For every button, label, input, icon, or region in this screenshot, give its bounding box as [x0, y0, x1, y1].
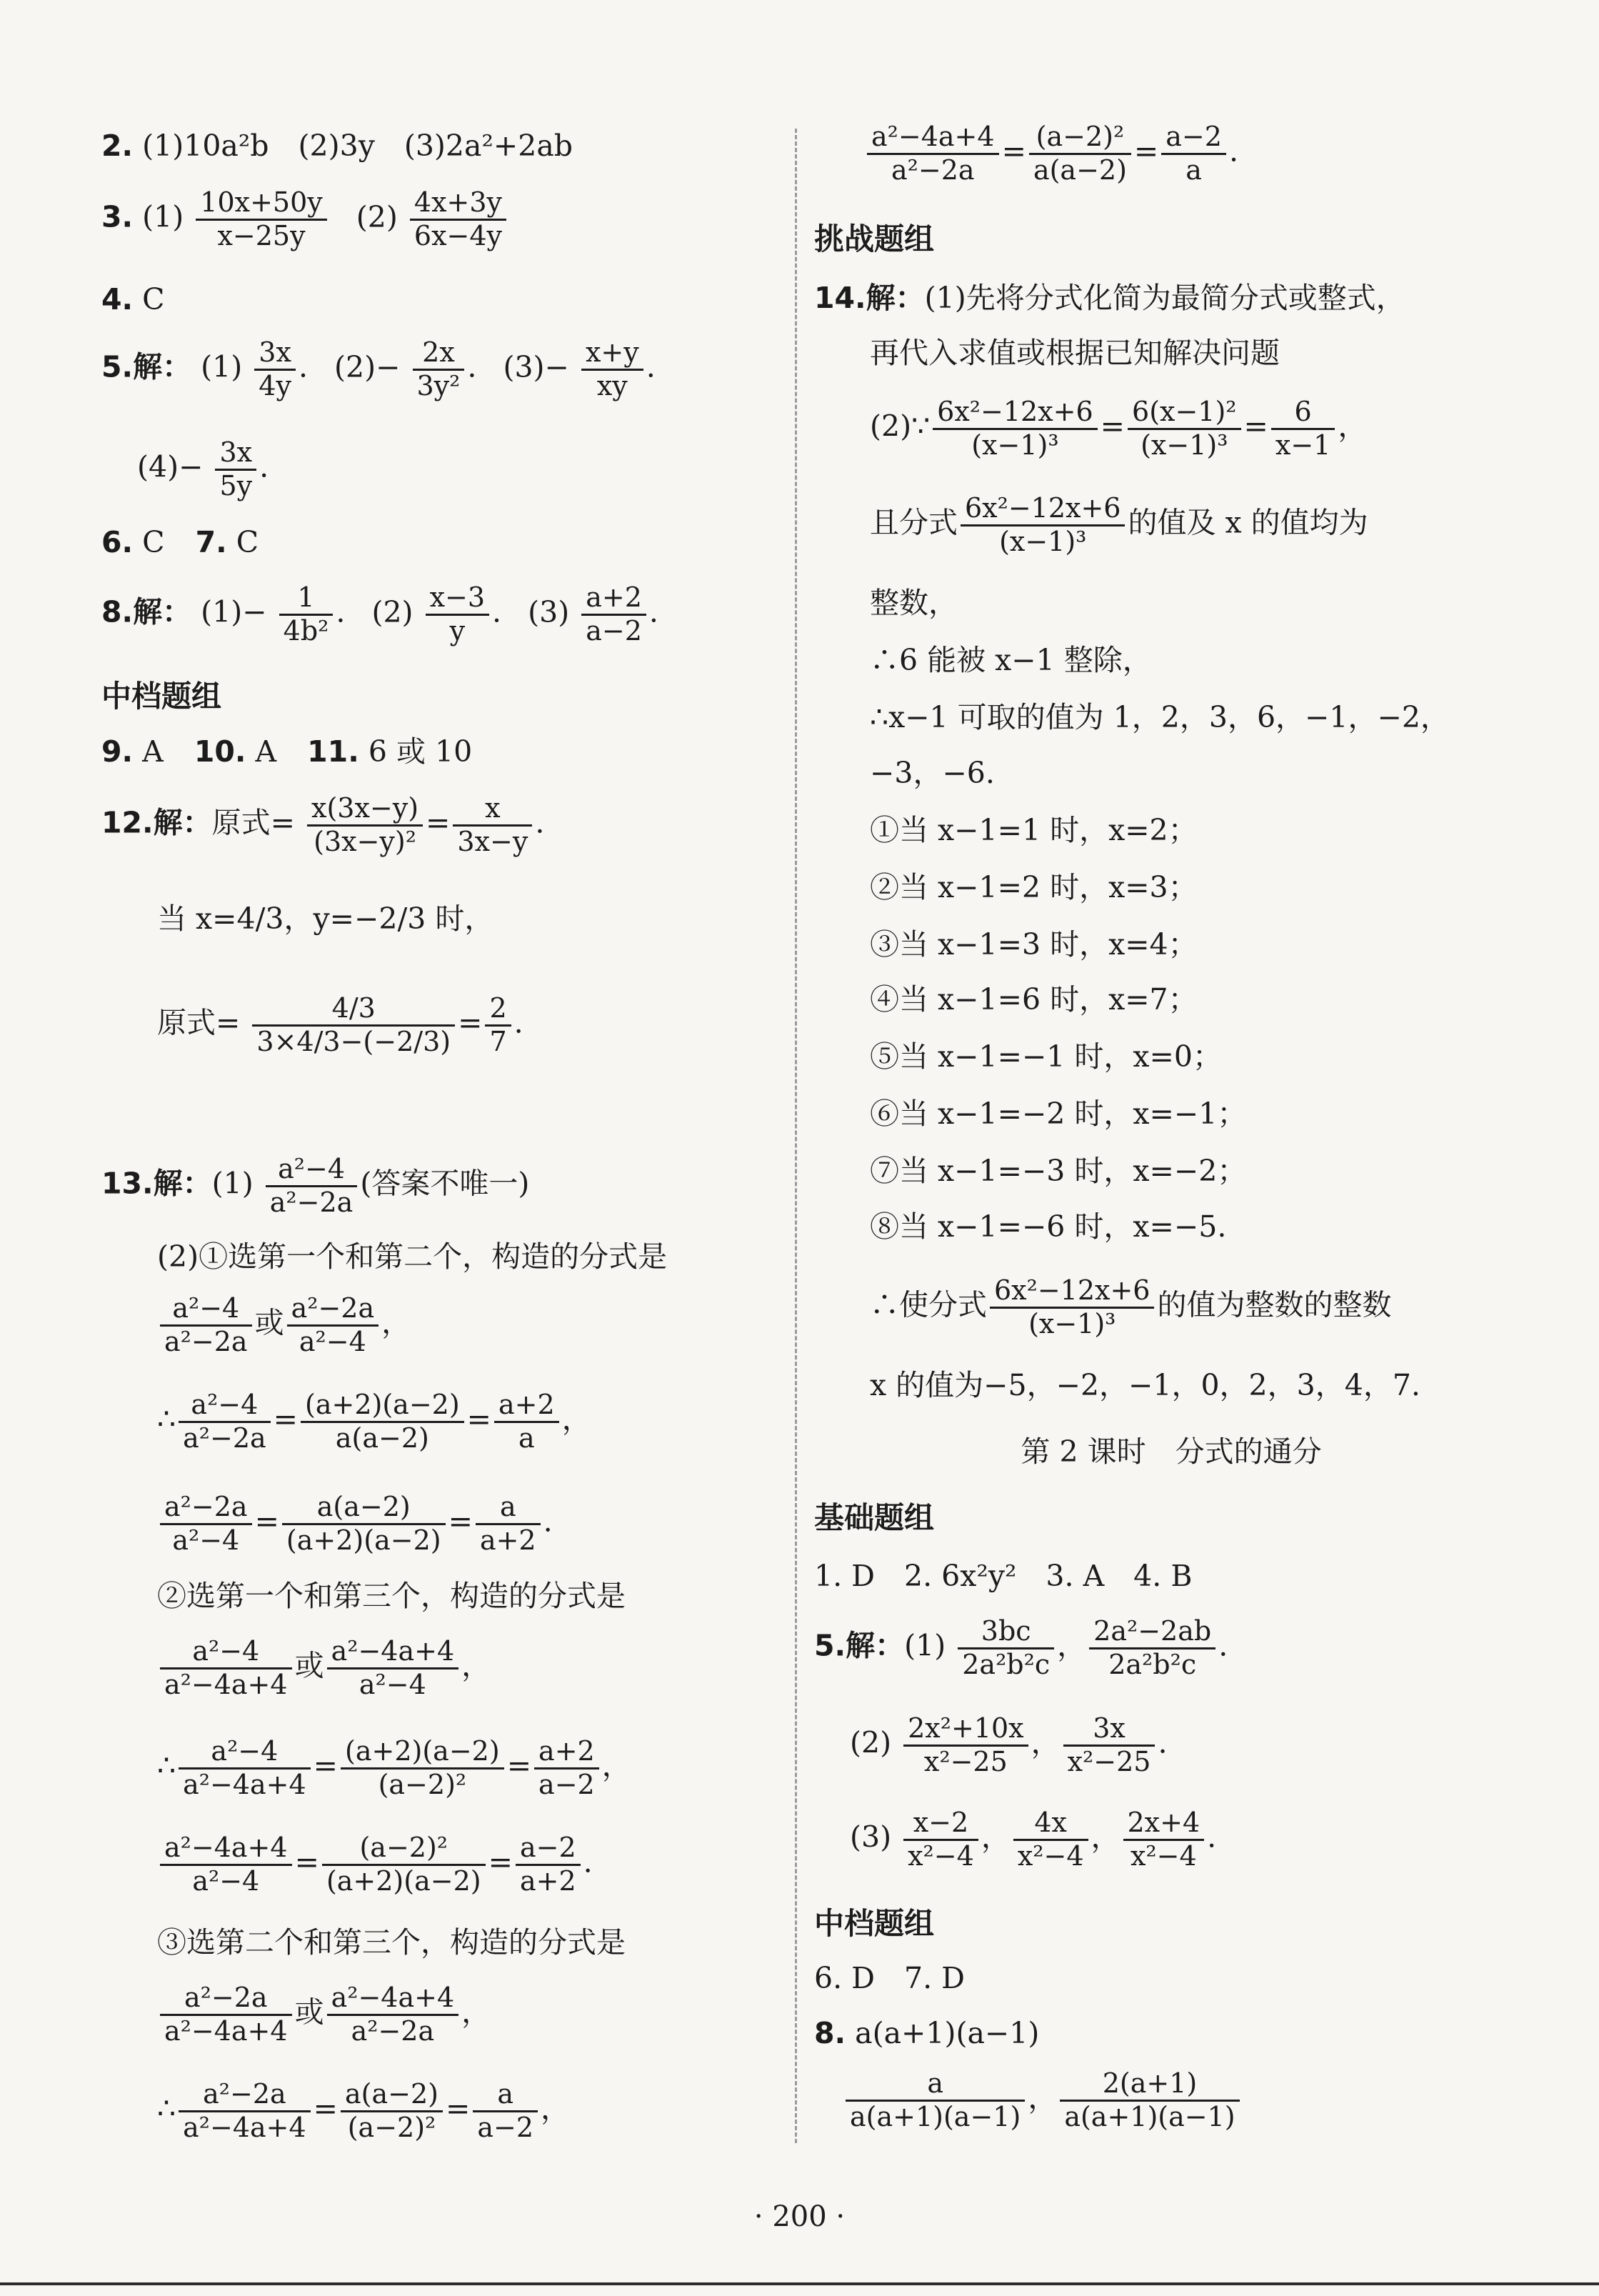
- fraction: [903, 1807, 978, 1872]
- numerator: a+2: [581, 582, 646, 616]
- answer-text: 且分式: [870, 505, 958, 540]
- answer-2: [101, 129, 573, 164]
- fraction: [846, 2068, 1025, 2132]
- part-label: (1): [142, 199, 184, 234]
- fraction: [1123, 1807, 1205, 1872]
- case-item: ⑧当 x−1=−6 时，x=−5.: [870, 1209, 1227, 1244]
- denominator: (a−2)²: [347, 2111, 436, 2143]
- answer-14-line-6: ∴x−1 可取的值为 1，2，3，6，−1，−2，: [870, 700, 1450, 734]
- numerator: 6x²−12x+6: [990, 1275, 1154, 1309]
- answer-13: [101, 1154, 529, 1218]
- fraction: [961, 493, 1125, 557]
- numerator: x: [453, 793, 532, 827]
- question-number: 5.: [814, 1628, 846, 1663]
- answer-3: [101, 187, 509, 251]
- denominator: a²−4: [192, 1865, 260, 1897]
- fraction: [453, 793, 532, 857]
- fraction: [1128, 396, 1241, 461]
- case-item: ⑤当 x−1=−1 时，x=0；: [870, 1039, 1222, 1074]
- fraction: [266, 1154, 358, 1218]
- fraction: [426, 582, 489, 647]
- numerator: 4x: [1013, 1807, 1088, 1841]
- fraction: [1063, 1713, 1156, 1777]
- denominator: x−1: [1275, 429, 1331, 461]
- numerator: (a−2)²: [1029, 121, 1131, 155]
- fraction: [327, 1636, 459, 1700]
- numerator: 3x: [1063, 1713, 1156, 1747]
- part-label: (2): [850, 1725, 892, 1760]
- part-label: (3)−: [503, 349, 569, 384]
- fraction: [279, 582, 334, 647]
- case-item: ④当 x−1=6 时，x=7；: [870, 982, 1198, 1017]
- answer-14-line-3: [870, 493, 1368, 557]
- denominator: x²−25: [1067, 1745, 1151, 1777]
- answer-text: (1)10a²b (2)3y (3)2a²+2ab: [142, 129, 573, 163]
- denominator: (x−1)³: [1028, 1307, 1116, 1339]
- denominator: a²−4a+4: [183, 1768, 306, 1800]
- denominator: y: [449, 614, 466, 647]
- fraction: [179, 2079, 311, 2143]
- answer-8b-fractions: $\frac{a}{a(a+1)(a-1)}$ ， $\frac{2(a+1)}{a(a+1)(a-1)}$: [843, 2068, 1243, 2132]
- numerator: a²−4a+4: [867, 121, 999, 155]
- answer-text: 的值及 x 的值均为: [1128, 505, 1368, 540]
- answer-14-part-2: (2)∵ $\frac{\text{6x²−12x+6}}{\text{(x−1)³}}$ = $\frac{\text{6(x−1)²}}{\text{(x−1)³}}$ = $\frac{6}{x-1}$ ，: [870, 396, 1368, 461]
- answer-14-line-5: ∴6 能被 x−1 整除，: [870, 643, 1152, 677]
- question-number: 13.: [101, 1166, 154, 1201]
- answer-5-part-4: (4)− $\frac{3x}{5y}$ .: [137, 436, 269, 501]
- numerator: (a+2)(a−2): [301, 1389, 464, 1423]
- fraction: [160, 1982, 292, 2047]
- denominator: a²−4: [299, 1325, 366, 1357]
- fraction: [413, 337, 465, 401]
- solution-lead: 解：: [133, 349, 192, 384]
- denominator: a²−2a: [183, 1422, 266, 1454]
- denominator: 3×4/3−(−2/3): [256, 1025, 451, 1057]
- denominator: (x−1)³: [999, 525, 1087, 557]
- answer-12: 12.解：原式= $\frac{x(3x-y)}{\text{(3x−y)²}}$ = $\frac{x}{3x-y}$ .: [101, 792, 545, 857]
- denominator: x²−25: [923, 1745, 1008, 1777]
- fraction: [196, 187, 326, 251]
- numerator: a(a−2): [282, 1492, 446, 1525]
- fraction: [282, 1492, 446, 1556]
- numerator: 6: [1271, 396, 1335, 430]
- conjunction: 或: [294, 1648, 324, 1683]
- numerator: a²−2a: [160, 1982, 292, 2016]
- answer-4: [101, 282, 165, 317]
- question-number: 9.: [101, 734, 134, 769]
- answer-13-step-2-calc-a: ∴ $\frac{\text{a²−4}}{\text{a²−4a+4}}$ = $\frac{(a+2)(a-2)}{\text{(a−2)²}}$ = $\frac{a+2}{a-2}$ ，: [157, 1735, 631, 1800]
- answer-text: C: [142, 525, 165, 559]
- question-number: 2.: [101, 129, 134, 163]
- solution-lead: 解：: [153, 1166, 212, 1201]
- solution-lead: 解：: [846, 1628, 905, 1663]
- answer-14-line-4: 整数，: [870, 586, 958, 620]
- answer-8b: [814, 2016, 1039, 2051]
- answer-13-step-2: ②选第一个和第三个，构造的分式是: [157, 1579, 626, 1613]
- case-item: ⑥当 x−1=−2 时，x=−1；: [870, 1097, 1247, 1131]
- question-number: 3.: [101, 199, 134, 234]
- denominator: xy: [596, 369, 628, 401]
- numerator: a: [846, 2068, 1025, 2102]
- fraction: [327, 1982, 459, 2047]
- solution-lead: 解：: [866, 281, 925, 315]
- numerator: a+2: [494, 1389, 559, 1423]
- column-divider: [795, 129, 797, 2143]
- numerator: 2x²+10x: [903, 1713, 1028, 1747]
- denominator: a²−4: [172, 1524, 240, 1556]
- answer-8: 8.解： (1)− $\frac{1}{\text{4b²}}$ . (2) $\frac{x-3}{y}$ . (3) $\frac{a+2}{a-2}$ .: [101, 582, 658, 647]
- fraction: [867, 121, 999, 186]
- part-label: (1): [904, 1628, 946, 1663]
- numerator: a²−2a: [287, 1293, 379, 1327]
- answer-6-7: [101, 525, 259, 560]
- expr-text: 原式=: [157, 1005, 241, 1040]
- denominator: 5y: [219, 469, 253, 501]
- denominator: a: [1186, 154, 1202, 186]
- answer-12-condition: 当 x=4/3，y=−2/3 时，: [157, 902, 494, 936]
- fraction: [307, 793, 423, 857]
- fraction: [476, 1492, 541, 1556]
- denominator: a(a+1)(a−1): [1064, 2100, 1235, 2132]
- fraction: [958, 1616, 1054, 1680]
- bottom-rule: [0, 2282, 1599, 2285]
- denominator: a²−2a: [269, 1186, 354, 1218]
- answer-13-step-2-calc-b: $\frac{\text{a²−4a+4}}{\text{a²−4}}$ = $\frac{\text{(a−2)²}}{(a+2)(a-2)}$ = $\frac{a-2}{a+2}$ .: [157, 1832, 593, 1897]
- denominator: 4b²: [283, 614, 329, 647]
- fraction: [1060, 2068, 1239, 2132]
- part-label: (1): [201, 349, 243, 384]
- fraction: [179, 1389, 271, 1454]
- numerator: a²−4a+4: [327, 1636, 459, 1669]
- fraction: [581, 337, 643, 401]
- answer-text: (1)先将分式化简为最简分式或整式，: [924, 281, 1405, 315]
- fraction: [410, 187, 506, 251]
- part-label: (3): [528, 594, 570, 629]
- numerator: a²−4a+4: [327, 1982, 459, 2016]
- fraction: [160, 1492, 252, 1556]
- answer-text: 6 或 10: [368, 734, 473, 769]
- denominator: a(a−2): [335, 1422, 429, 1454]
- answer-text: a(a+1)(a−1): [855, 2016, 1040, 2050]
- solution-lead: 解：: [153, 805, 212, 840]
- fraction: [473, 2079, 538, 2143]
- numerator: 3bc: [958, 1616, 1054, 1649]
- denominator: (a+2)(a−2): [286, 1524, 441, 1556]
- numerator: 2x+4: [1123, 1807, 1205, 1841]
- denominator: (x−1)³: [1141, 429, 1228, 461]
- denominator: a(a+1)(a−1): [850, 2100, 1021, 2132]
- note: (答案不唯一): [360, 1166, 530, 1201]
- fraction: [1161, 121, 1226, 186]
- denominator: a²−4a+4: [164, 2015, 288, 2047]
- denominator: 2a²b²c: [962, 1648, 1051, 1680]
- fraction: [933, 396, 1097, 461]
- answer-5b-part-3: (3) $\frac{x-2}{\text{x²−4}}$ ， $\frac{4x}{\text{x²−4}}$ ， $\frac{2x+4}{\text{x²−4}}$ .: [850, 1807, 1217, 1872]
- fraction: [160, 1832, 292, 1897]
- denominator: a: [518, 1422, 535, 1454]
- numerator: a²−4: [266, 1154, 358, 1187]
- question-number: 8.: [101, 594, 134, 629]
- question-number: 14.: [814, 281, 866, 315]
- numerator: x−2: [903, 1807, 978, 1841]
- denominator: a²−2a: [891, 154, 975, 186]
- numerator: a²−2a: [179, 2079, 311, 2112]
- numerator: a²−4: [160, 1636, 292, 1669]
- denominator: a−2: [538, 1768, 595, 1800]
- lesson-title: 第 2 课时 分式的通分: [1021, 1434, 1322, 1469]
- equals: =: [426, 805, 451, 840]
- numerator: a²−4: [179, 1736, 311, 1770]
- page-number: · 200 ·: [753, 2200, 846, 2233]
- denominator: a−2: [477, 2111, 534, 2143]
- numerator: a²−4a+4: [160, 1832, 292, 1866]
- numerator: a²−4: [160, 1293, 252, 1327]
- answer-14-line-2: 再代入求值或根据已知解决问题: [870, 336, 1280, 370]
- denominator: a²−4: [359, 1668, 426, 1700]
- case-item: ③当 x−1=3 时，x=4；: [870, 927, 1198, 962]
- answer-14-conclusion-2: x 的值为−5，−2，−1，0，2，3，4，7.: [870, 1368, 1420, 1402]
- numerator: a+2: [534, 1736, 599, 1770]
- denominator: a+2: [479, 1524, 536, 1556]
- denominator: 7: [489, 1025, 507, 1057]
- denominator: (x−1)³: [971, 429, 1059, 461]
- answers-6-7: 6. D 7. D: [814, 1961, 966, 1995]
- fraction: [1013, 1807, 1088, 1872]
- question-number: 10.: [194, 734, 246, 769]
- case-item: ⑦当 x−1=−3 时，x=−2；: [870, 1154, 1247, 1188]
- numerator: 4x+3y: [410, 187, 506, 221]
- fraction: [903, 1713, 1028, 1777]
- numerator: 4/3: [252, 993, 455, 1027]
- denominator: 6x−4y: [413, 219, 502, 251]
- fraction: [160, 1293, 252, 1357]
- answer-13-step-3-calc-b: $\frac{\text{a²−4a+4}}{\text{a²−2a}}$ = $\frac{\text{(a−2)²}}{a(a-2)}$ = $\frac{a-2}{a}$ .: [864, 121, 1238, 186]
- numerator: a(a−2): [341, 2079, 443, 2112]
- denominator: x−25y: [217, 219, 306, 251]
- fraction: [215, 437, 256, 501]
- part-label: (2): [371, 594, 413, 629]
- denominator: x²−4: [1130, 1840, 1197, 1872]
- question-number: 8.: [814, 2016, 846, 2050]
- numerator: 3x: [254, 337, 296, 371]
- fraction: [341, 1736, 504, 1800]
- answer-14-conclusion: [870, 1275, 1391, 1339]
- part-label: (2)∵: [870, 409, 931, 444]
- numerator: 6x²−12x+6: [961, 493, 1125, 526]
- fraction: [322, 1832, 486, 1897]
- numerator: 1: [279, 582, 334, 616]
- part-label: (3): [850, 1820, 892, 1855]
- denominator: (a+2)(a−2): [326, 1865, 481, 1897]
- numerator: 2a²−2ab: [1089, 1616, 1215, 1649]
- answer-13-step-3: ③选第二个和第三个，构造的分式是: [157, 1925, 626, 1960]
- fraction: [179, 1736, 311, 1800]
- denominator: a²−2a: [164, 1325, 248, 1357]
- answer-13-step-1-fractions: $\frac{\text{a²−4}}{\text{a²−2a}}$ 或 $\frac{\text{a²−2a}}{\text{a²−4}}$ ，: [157, 1293, 411, 1357]
- denominator: a+2: [519, 1865, 576, 1897]
- fraction: [990, 1275, 1154, 1339]
- denominator: (a−2)²: [378, 1768, 467, 1800]
- section-heading-challenge: 挑战题组: [814, 221, 935, 256]
- denominator: (3x−y)²: [314, 825, 416, 857]
- fraction: [516, 1832, 581, 1897]
- denominator: a²−4a+4: [183, 2111, 306, 2143]
- answer-5b: 5.解：(1) $\frac{3bc}{\text{2a²b²c}}$ ， $\frac{\text{2a²−2ab}}{\text{2a²b²c}}$ .: [814, 1615, 1228, 1680]
- answer-13-step-3-fractions: $\frac{\text{a²−2a}}{\text{a²−4a+4}}$ 或 $\frac{\text{a²−4a+4}}{\text{a²−2a}}$ ，: [157, 1982, 491, 2047]
- answer-14-line-7: −3，−6.: [870, 756, 995, 790]
- expr-text: 原式=: [211, 805, 295, 840]
- answer-14: [814, 281, 1405, 316]
- numerator: 2: [485, 993, 511, 1027]
- answer-12-result: 原式= $\frac{4/3}{3\times 4/3-(-2/3)}$ = $\frac{2}{7}$ .: [157, 992, 523, 1057]
- part-label: (2): [356, 199, 398, 234]
- fraction: [1089, 1616, 1215, 1680]
- numerator: 10x+50y: [196, 187, 326, 221]
- numerator: a²−4: [179, 1389, 271, 1423]
- answer-text: C: [236, 525, 259, 559]
- part-label: (1)−: [201, 594, 267, 629]
- answer-13-step-1-calc-a: ∴ $\frac{\text{a²−4}}{\text{a²−2a}}$ = $\frac{(a+2)(a-2)}{a(a-2)}$ = $\frac{a+2}{a}$ ，: [157, 1389, 591, 1454]
- fraction: [301, 1389, 464, 1454]
- section-heading-mid: 中档题组: [101, 679, 222, 714]
- denominator: 3y²: [416, 369, 461, 401]
- answer-13-step-1: (2)①选第一个和第二个，构造的分式是: [157, 1239, 668, 1274]
- question-number: 4.: [101, 282, 134, 316]
- question-number: 12.: [101, 805, 154, 840]
- answer-text: ∴使分式: [870, 1287, 987, 1322]
- answer-text: 的值为整数的整数: [1157, 1287, 1392, 1322]
- case-item: ②当 x−1=2 时，x=3；: [870, 870, 1198, 904]
- fraction: [254, 337, 296, 401]
- denominator: a²−2a: [351, 2015, 435, 2047]
- numerator: a: [476, 1492, 541, 1525]
- question-number: 11.: [307, 734, 359, 769]
- conjunction: 或: [294, 1995, 324, 2030]
- equals: =: [458, 1005, 483, 1040]
- numerator: 2x: [413, 337, 465, 371]
- numerator: x+y: [581, 337, 643, 371]
- fraction: [534, 1736, 599, 1800]
- fraction: [494, 1389, 559, 1454]
- numerator: x−3: [426, 582, 489, 616]
- numerator: 2(a+1): [1060, 2068, 1239, 2102]
- answers-1-4: 1. D 2. 6x²y² 3. A 4. B: [814, 1559, 1193, 1593]
- question-number: 6.: [101, 525, 134, 559]
- numerator: (a+2)(a−2): [341, 1736, 504, 1770]
- denominator: a−2: [586, 614, 642, 647]
- answer-text: C: [142, 282, 165, 316]
- numerator: 6x²−12x+6: [933, 396, 1097, 430]
- question-number: 7.: [195, 525, 227, 559]
- conjunction: 或: [254, 1305, 284, 1340]
- fraction: [485, 993, 511, 1057]
- fraction: [581, 582, 646, 647]
- question-number: 5.: [101, 349, 134, 384]
- denominator: x²−4: [1017, 1840, 1084, 1872]
- answer-13-step-1-calc-b: $\frac{\text{a²−2a}}{\text{a²−4}}$ = $\frac{a(a-2)}{(a+2)(a-2)}$ = $\frac{a}{a+2}$ .: [157, 1492, 553, 1556]
- numerator: (a−2)²: [322, 1832, 486, 1866]
- numerator: 3x: [215, 437, 256, 471]
- denominator: 2a²b²c: [1108, 1648, 1197, 1680]
- answer-13-step-3-calc: ∴ $\frac{\text{a²−2a}}{\text{a²−4a+4}}$ = $\frac{a(a-2)}{\text{(a−2)²}}$ = $\frac{a}{a-2}$ ，: [157, 2078, 571, 2143]
- section-heading-basic: 基础题组: [814, 1500, 935, 1535]
- denominator: a(a−2): [1033, 154, 1127, 186]
- answer-5: 5.解： (1) $\frac{3x}{4y}$ . (2)− $\frac{2x}{\text{3y²}}$ . (3)− $\frac{x+y}{xy}$ .: [101, 336, 656, 401]
- solution-lead: 解：: [133, 594, 192, 629]
- part-label: (2)−: [334, 349, 401, 384]
- part-label: (1): [211, 1166, 254, 1201]
- fraction: [287, 1293, 379, 1357]
- denominator: x²−4: [908, 1840, 974, 1872]
- fraction: [1271, 396, 1335, 461]
- fraction: [341, 2079, 443, 2143]
- denominator: 3x−y: [457, 825, 528, 857]
- answer-text: A: [255, 734, 277, 769]
- section-heading-mid-2: 中档题组: [814, 1906, 935, 1941]
- numerator: x(3x−y): [307, 793, 423, 827]
- answer-text: A: [142, 734, 164, 769]
- numerator: a−2: [1161, 121, 1226, 155]
- answer-9-11: [101, 734, 472, 769]
- fraction: [160, 1636, 292, 1700]
- fraction: [1029, 121, 1131, 186]
- answer-5b-part-2: (2) $\frac{\text{2x²+10x}}{\text{x²−25}}$ ， $\frac{3x}{\text{x²−25}}$ .: [850, 1712, 1168, 1777]
- denominator: a²−4a+4: [164, 1668, 288, 1700]
- numerator: a: [473, 2079, 538, 2112]
- part-label: (4)−: [137, 449, 204, 484]
- fraction: [252, 993, 455, 1057]
- case-item: ①当 x−1=1 时，x=2；: [870, 813, 1198, 847]
- numerator: a−2: [516, 1832, 581, 1866]
- denominator: 4y: [259, 369, 291, 401]
- answer-13-step-2-fractions: $\frac{\text{a²−4}}{\text{a²−4a+4}}$ 或 $\frac{\text{a²−4a+4}}{\text{a²−4}}$ ，: [157, 1636, 491, 1700]
- numerator: 6(x−1)²: [1128, 396, 1241, 430]
- numerator: a²−2a: [160, 1492, 252, 1525]
